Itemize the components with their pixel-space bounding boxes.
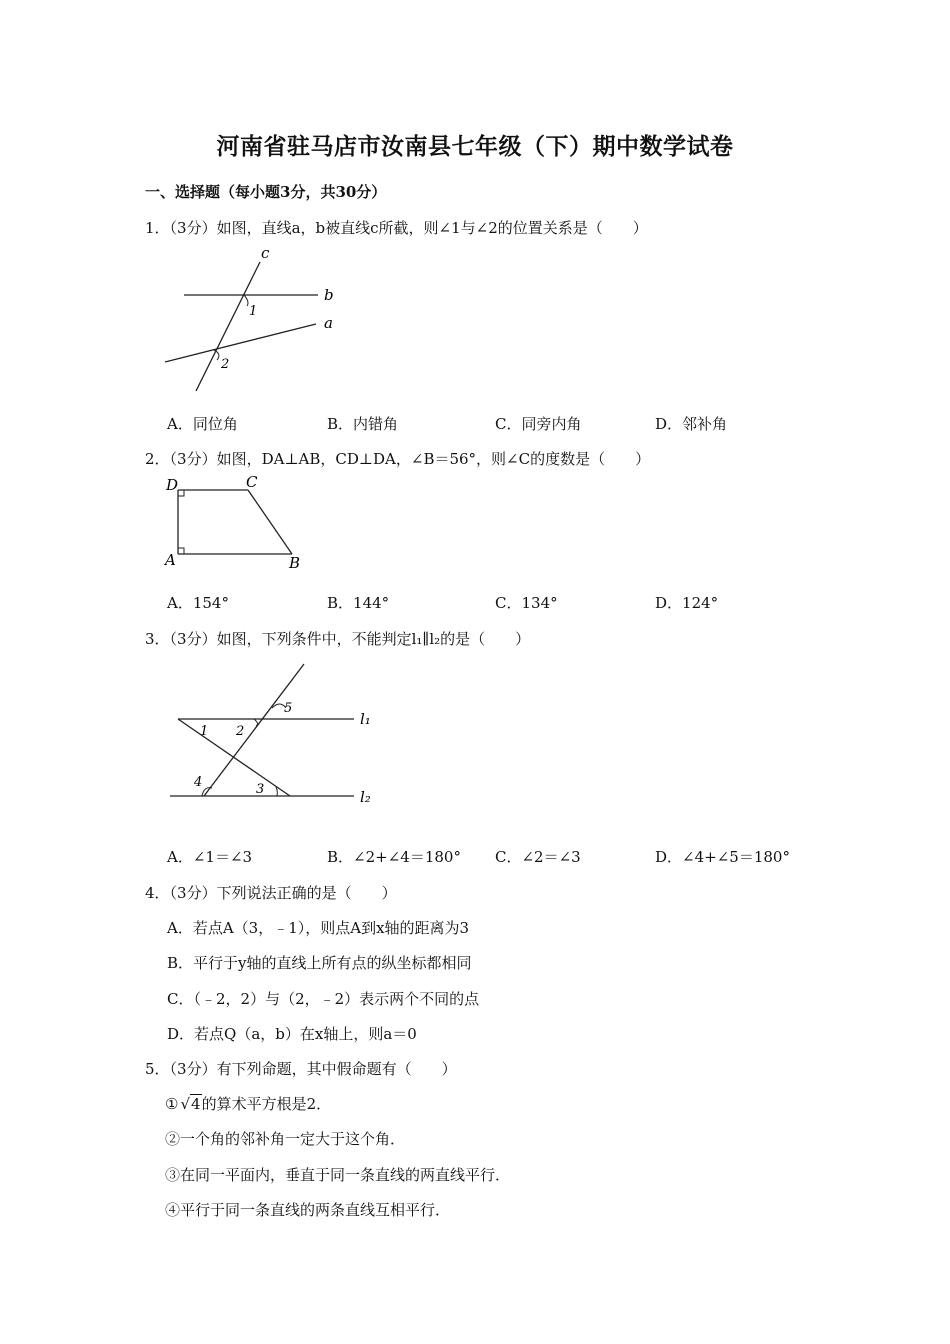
- angle-2-arc: [214, 350, 219, 360]
- question-4-stem: 4．（3分）下列说法正确的是（ ）: [145, 884, 397, 902]
- item-text: 平行于同一条直线的两条直线互相平行．: [180, 1201, 451, 1219]
- transversal-steep: [204, 664, 304, 796]
- item-number: ③: [165, 1166, 181, 1184]
- q4-option-d: D．若点Q（a，b）在x轴上，则a＝0: [167, 1025, 417, 1043]
- label-angle-2: 2: [236, 724, 245, 739]
- radicand: 4: [191, 1095, 201, 1113]
- label-angle-1: 1: [200, 724, 209, 739]
- label-c: C: [246, 474, 258, 491]
- q2-option-c: C．134°: [495, 594, 558, 612]
- q4-option-a: A．若点A（3，﹣1），则点A到x轴的距离为3: [167, 919, 470, 937]
- q5-item-4: [165, 1199, 450, 1220]
- angle-3-arc: [276, 787, 277, 796]
- question-2-figure: [160, 474, 320, 574]
- q3-option-b: B．∠2+∠4＝180°: [327, 848, 461, 866]
- label-b: b: [324, 286, 334, 304]
- label-d: D: [166, 476, 179, 494]
- label-angle-3: 3: [256, 782, 265, 797]
- q5-item-1: [165, 1093, 331, 1114]
- label-angle-2: 2: [221, 357, 230, 372]
- q3-option-d: D．∠4+∠5＝180°: [655, 848, 790, 866]
- q4-option-c: C．（﹣2，2）与（2，﹣2）表示两个不同的点: [167, 990, 480, 1008]
- q3-option-a: A．∠1＝∠3: [167, 848, 253, 866]
- q1-option-a: A．同位角: [167, 415, 238, 433]
- q3-option-c: C．∠2＝∠3: [495, 848, 581, 866]
- page-title: 河南省驻马店市汝南县七年级（下）期中数学试卷: [216, 133, 734, 160]
- right-angle-a: [178, 548, 184, 554]
- label-angle-5: 5: [284, 701, 293, 716]
- question-5-stem: 5．（3分）有下列命题，其中假命题有（ ）: [145, 1060, 457, 1078]
- label-angle-4: 4: [194, 775, 203, 790]
- item-number: ②: [165, 1130, 181, 1148]
- line-a: [165, 324, 316, 362]
- q1-option-b: B．内错角: [327, 415, 399, 433]
- q5-item-2: [165, 1128, 405, 1149]
- q2-option-a: A．154°: [167, 594, 229, 612]
- q1-option-c: C．同旁内角: [495, 415, 582, 433]
- label-angle-1: 1: [249, 304, 258, 319]
- question-3-figure: [160, 660, 390, 810]
- item-number: ①: [165, 1095, 179, 1113]
- radical-sign-icon: √: [180, 1095, 191, 1113]
- label-l1: l₁: [360, 710, 371, 728]
- angle-1-arc: [244, 295, 248, 306]
- question-1-stem: 1．（3分）如图，直线a，b被直线c所截，则∠1与∠2的位置关系是（ ）: [145, 219, 648, 237]
- section-heading: 一、选择题（每小题3分，共30分）: [145, 183, 387, 201]
- q4-option-b: B．平行于y轴的直线上所有点的纵坐标都相同: [167, 954, 472, 972]
- item-number: ④: [165, 1201, 181, 1219]
- label-l2: l₂: [360, 788, 371, 806]
- item-text: 一个角的邻补角一定大于这个角．: [180, 1130, 406, 1148]
- label-a: A: [165, 551, 176, 569]
- item-text: 在同一平面内，垂直于同一条直线的两直线平行．: [180, 1166, 511, 1184]
- question-3-stem: 3．（3分）如图，下列条件中，不能判定l₁∥l₂的是（ ）: [145, 630, 531, 648]
- item-text: 的算术平方根是2．: [201, 1095, 332, 1113]
- square-root: [178, 1095, 201, 1113]
- q5-item-3: [165, 1164, 510, 1185]
- angle-2-arc: [254, 719, 258, 726]
- q2-option-b: B．144°: [327, 594, 390, 612]
- q1-option-d: D．邻补角: [655, 415, 728, 433]
- segment-cb: [248, 490, 292, 554]
- right-angle-d: [178, 490, 184, 496]
- q2-option-d: D．124°: [655, 594, 719, 612]
- label-c: c: [261, 244, 270, 262]
- question-1-figure: [160, 244, 360, 396]
- label-b: B: [289, 554, 301, 572]
- question-2-stem: 2．（3分）如图，DA⊥AB，CD⊥DA，∠B＝56°，则∠C的度数是（ ）: [145, 450, 651, 468]
- label-a: a: [324, 314, 333, 332]
